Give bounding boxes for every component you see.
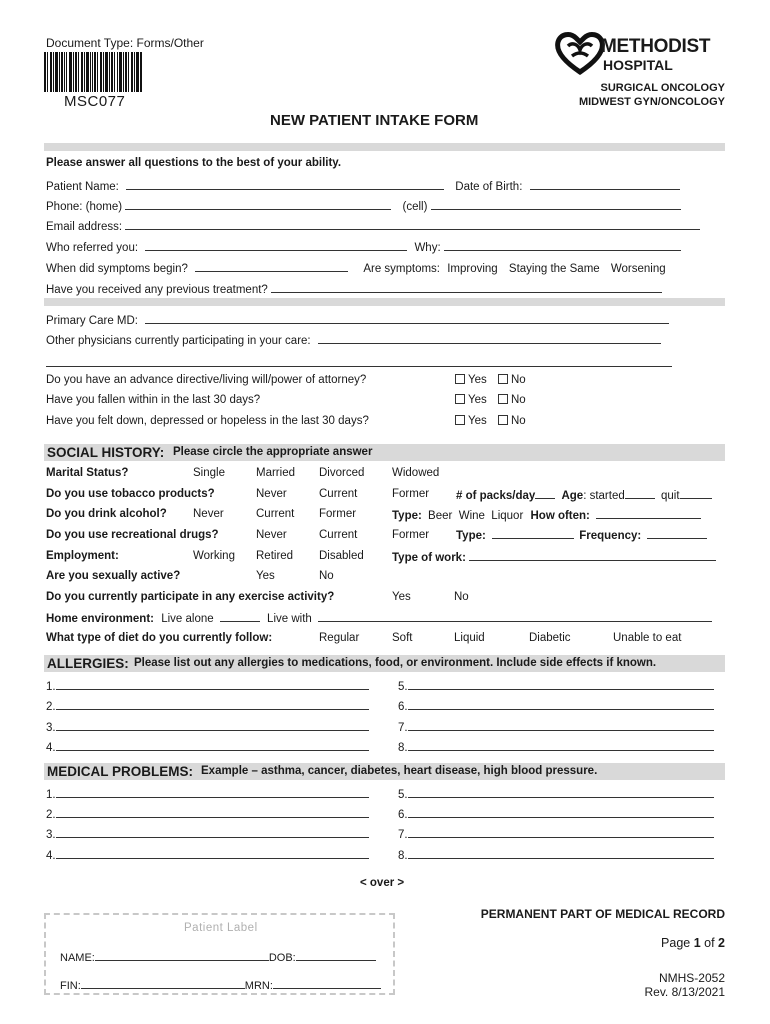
work-type: [392, 550, 716, 564]
dept-midwest-gyn: MIDWEST GYN/ONCOLOGY: [578, 96, 725, 108]
marital-widowed[interactable]: Widowed: [392, 467, 440, 479]
medical-line-3[interactable]: [46, 827, 369, 841]
question-text: Have you fallen within in the last 30 days?: [46, 394, 261, 406]
medical-line-5[interactable]: [398, 787, 714, 801]
marital-label: Marital Status?: [46, 467, 129, 479]
employment-label: Employment:: [46, 550, 119, 562]
label-fin-field[interactable]: [81, 978, 245, 989]
diet-unable[interactable]: Unable to eat: [613, 632, 682, 644]
label-fin-row: [60, 978, 381, 992]
social-history-sub: Please circle the appropriate answer: [173, 446, 373, 458]
allergy-line-7[interactable]: [398, 720, 714, 734]
no-label: No: [510, 374, 526, 386]
yes-label: Yes: [468, 394, 487, 406]
quit-field[interactable]: [680, 488, 712, 499]
social-history-header: [44, 444, 725, 461]
barcode-text: MSC077: [64, 93, 126, 110]
allergy-line-5[interactable]: [398, 679, 714, 693]
patient-label-title: Patient Label: [184, 922, 258, 934]
logo-text-hospital: HOSPITAL: [603, 57, 673, 73]
work-type-label: Type of work:: [392, 552, 466, 564]
are-symptoms-label: Are symptoms:: [363, 263, 440, 275]
symptom-worsening[interactable]: Worsening: [610, 263, 666, 275]
yes-checkbox[interactable]: [455, 394, 465, 404]
answer-options: [455, 394, 526, 406]
medical-line-4[interactable]: [46, 848, 369, 862]
barcode-graphic: [44, 52, 142, 92]
no-label: No: [510, 415, 526, 427]
medical-number: 8.: [398, 850, 408, 862]
drugs-type-label: Type:: [456, 530, 486, 542]
employment-retired[interactable]: Retired: [256, 550, 294, 562]
allergy-line-2[interactable]: [46, 699, 369, 713]
permanent-record-note: PERMANENT PART OF MEDICAL RECORD: [480, 907, 725, 921]
label-name-field[interactable]: [95, 950, 269, 961]
medical-number: 7.: [398, 829, 408, 841]
no-checkbox[interactable]: [498, 394, 508, 404]
no-checkbox[interactable]: [498, 374, 508, 384]
label-mrn-field[interactable]: [273, 978, 381, 989]
packs-field[interactable]: [535, 488, 555, 499]
allergy-number: 2.: [46, 701, 56, 713]
why-label: Why:: [414, 242, 441, 254]
allergy-number: 7.: [398, 722, 408, 734]
pcp-label: Primary Care MD:: [46, 315, 139, 327]
dob-field[interactable]: [530, 179, 680, 190]
instructions: Please answer all questions to the best of your ability.: [46, 157, 342, 169]
drugs-label: Do you use recreational drugs?: [46, 529, 219, 541]
referred-label: Who referred you:: [46, 242, 139, 254]
logo-text-methodist: METHODIST: [601, 36, 711, 57]
allergy-number: 6.: [398, 701, 408, 713]
work-type-field[interactable]: [469, 550, 716, 561]
drugs-current[interactable]: Current: [319, 529, 358, 541]
phone-cell-label: (cell): [402, 201, 428, 213]
email-label: Email address:: [46, 221, 123, 233]
heart-hands-logo-icon: [554, 30, 606, 76]
home-env-label: Home environment:: [46, 613, 154, 625]
alcohol-current[interactable]: Current: [256, 508, 295, 520]
page-total: 2: [718, 936, 725, 950]
divider-bar-top: [44, 143, 725, 151]
drugs-details: [456, 528, 707, 542]
medical-line-2[interactable]: [46, 807, 369, 821]
page-of: of: [700, 936, 719, 950]
diet-soft[interactable]: Soft: [392, 632, 413, 644]
question-text: Have you felt down, depressed or hopeless in the last 30 days?: [46, 415, 369, 427]
patient-name-field[interactable]: [126, 179, 444, 190]
tobacco-label: Do you use tobacco products?: [46, 488, 215, 500]
divider-bar-mid: [44, 298, 725, 306]
age-label: Age: [561, 490, 584, 502]
yes-checkbox[interactable]: [455, 415, 465, 425]
allergies-sub: Please list out any allergies to medications, food, or environment. Include side effects if known.: [134, 657, 657, 669]
page-prefix: Page: [661, 936, 694, 950]
allergy-number: 3.: [46, 722, 56, 734]
sexually-active-label: Are you sexually active?: [46, 570, 181, 582]
medical-line-1[interactable]: [46, 787, 369, 801]
label-name-label: NAME:: [60, 952, 95, 964]
medical-line-6[interactable]: [398, 807, 714, 821]
phone-cell-field[interactable]: [431, 199, 681, 210]
email-field[interactable]: [125, 219, 700, 230]
alcohol-former[interactable]: Former: [319, 508, 357, 520]
allergy-number: 1.: [46, 681, 56, 693]
allergy-line-4[interactable]: [46, 740, 369, 754]
allergy-number: 4.: [46, 742, 56, 754]
label-mrn-label: MRN:: [244, 980, 273, 992]
live-with-field[interactable]: [318, 611, 712, 622]
yes-label: Yes: [468, 415, 487, 427]
frequency-field[interactable]: [647, 528, 707, 539]
question-depressed: [46, 415, 546, 427]
hospital-logo: [554, 30, 726, 76]
document-type: Document Type: Forms/Other: [46, 36, 204, 50]
alcohol-types[interactable]: Beer Wine Liquor: [428, 510, 524, 522]
question-text: Do you have an advance directive/living will/power of attorney?: [46, 374, 367, 386]
how-often-field[interactable]: [596, 508, 701, 519]
how-often-label: How often:: [530, 510, 590, 522]
sexually-active-yes[interactable]: Yes: [256, 570, 275, 582]
diet-liquid[interactable]: Liquid: [454, 632, 485, 644]
live-with-label: Live with: [267, 613, 312, 625]
barcode: [44, 52, 142, 92]
alcohol-type-label: Type:: [392, 510, 422, 522]
allergy-line-8[interactable]: [398, 740, 714, 754]
patient-name-row: [46, 179, 680, 193]
phone-row: [46, 199, 681, 213]
packs-label: # of packs/day: [456, 490, 536, 502]
no-label: No: [510, 394, 526, 406]
dept-surgical-oncology: SURGICAL ONCOLOGY: [600, 82, 725, 94]
allergy-line-6[interactable]: [398, 699, 714, 713]
label-fin-label: FIN:: [60, 980, 81, 992]
tobacco-never[interactable]: Never: [256, 488, 287, 500]
age-started-label: : started: [583, 490, 625, 502]
form-number: NMHS-2052: [658, 971, 725, 985]
label-name-row: [60, 950, 376, 964]
symptoms-begin-label: When did symptoms begin?: [46, 263, 188, 275]
medical-problems-sub: Example – asthma, cancer, diabetes, heart disease, high blood pressure.: [201, 765, 598, 777]
phone-home-field[interactable]: [125, 199, 391, 210]
age-started-field[interactable]: [625, 488, 655, 499]
alcohol-details: [392, 508, 701, 522]
drugs-never[interactable]: Never: [256, 529, 287, 541]
drugs-former[interactable]: Former: [392, 529, 430, 541]
question-fallen: [46, 394, 546, 406]
diet-regular[interactable]: Regular: [319, 632, 360, 644]
drugs-type-field[interactable]: [492, 528, 574, 539]
employment-disabled[interactable]: Disabled: [319, 550, 364, 562]
form-title: NEW PATIENT INTAKE FORM: [270, 112, 479, 129]
allergy-number: 8.: [398, 742, 408, 754]
sexually-active-no[interactable]: No: [319, 570, 334, 582]
tobacco-current[interactable]: Current: [319, 488, 358, 500]
no-checkbox[interactable]: [498, 415, 508, 425]
alcohol-label: Do you drink alcohol?: [46, 508, 167, 520]
answer-options: [455, 374, 526, 386]
question-advance-directive: [46, 374, 546, 386]
diet-label: What type of diet do you currently follow:: [46, 632, 273, 644]
yes-label: Yes: [468, 374, 487, 386]
tobacco-details: [456, 488, 712, 502]
label-dob-label: DOB:: [268, 952, 296, 964]
medical-line-8[interactable]: [398, 848, 714, 862]
answer-options: [455, 415, 526, 427]
yes-checkbox[interactable]: [455, 374, 465, 384]
symptoms-begin-field[interactable]: [195, 261, 348, 272]
prev-treatment-label: Have you received any previous treatment?: [46, 284, 268, 296]
dob-label: Date of Birth:: [455, 181, 523, 193]
label-dob-field[interactable]: [296, 950, 376, 961]
marital-married[interactable]: Married: [256, 467, 295, 479]
other-physicians-label: Other physicians currently participating in your care:: [46, 335, 311, 347]
home-env-row: [46, 611, 712, 625]
pcp-field[interactable]: [145, 313, 669, 324]
referred-field[interactable]: [145, 240, 407, 251]
allergy-number: 5.: [398, 681, 408, 693]
other-physicians-field[interactable]: [318, 333, 661, 344]
diet-diabetic[interactable]: Diabetic: [529, 632, 571, 644]
page-number: 1: [693, 936, 701, 950]
exercise-yes[interactable]: Yes: [392, 591, 411, 603]
social-history-title: SOCIAL HISTORY:: [47, 445, 165, 460]
referred-row: [46, 240, 681, 254]
medical-number: 2.: [46, 809, 56, 821]
page-indicator: [661, 936, 725, 950]
medical-number: 1.: [46, 789, 56, 801]
medical-number: 4.: [46, 850, 56, 862]
allergy-line-1[interactable]: [46, 679, 369, 693]
live-alone-label: Live alone: [161, 613, 214, 625]
allergies-title: ALLERGIES:: [47, 656, 129, 671]
medical-number: 5.: [398, 789, 408, 801]
symptom-improving[interactable]: Improving: [447, 263, 498, 275]
other-physicians-row: [46, 333, 661, 347]
phone-home-label: Phone: (home): [46, 201, 123, 213]
revision-date: Rev. 8/13/2021: [644, 985, 725, 999]
tobacco-former[interactable]: Former: [392, 488, 430, 500]
medical-problems-header: [44, 763, 725, 780]
live-alone-field[interactable]: [220, 611, 260, 622]
email-row: [46, 219, 700, 233]
employment-working[interactable]: Working: [193, 550, 235, 562]
pcp-row: [46, 313, 669, 327]
marital-divorced[interactable]: Divorced: [319, 467, 365, 479]
medical-problems-title: MEDICAL PROBLEMS:: [47, 764, 194, 779]
why-field[interactable]: [444, 240, 681, 251]
symptoms-row: [46, 261, 666, 275]
quit-label: quit: [660, 490, 680, 502]
medical-number: 3.: [46, 829, 56, 841]
exercise-label: Do you currently participate in any exercise activity?: [46, 591, 335, 603]
frequency-label: Frequency:: [579, 530, 642, 542]
marital-single[interactable]: Single: [193, 467, 225, 479]
prev-treatment-field[interactable]: [271, 282, 662, 293]
allergies-header: [44, 655, 725, 672]
symptom-staying[interactable]: Staying the Same: [508, 263, 600, 275]
medical-number: 6.: [398, 809, 408, 821]
prev-treatment-row: [46, 282, 662, 296]
over-indicator: < over >: [360, 877, 405, 889]
other-physicians-line2[interactable]: [46, 355, 672, 367]
alcohol-never[interactable]: Never: [193, 508, 224, 520]
exercise-no[interactable]: No: [454, 591, 469, 603]
allergy-line-3[interactable]: [46, 720, 369, 734]
patient-name-label: Patient Name:: [46, 181, 119, 193]
medical-line-7[interactable]: [398, 827, 714, 841]
